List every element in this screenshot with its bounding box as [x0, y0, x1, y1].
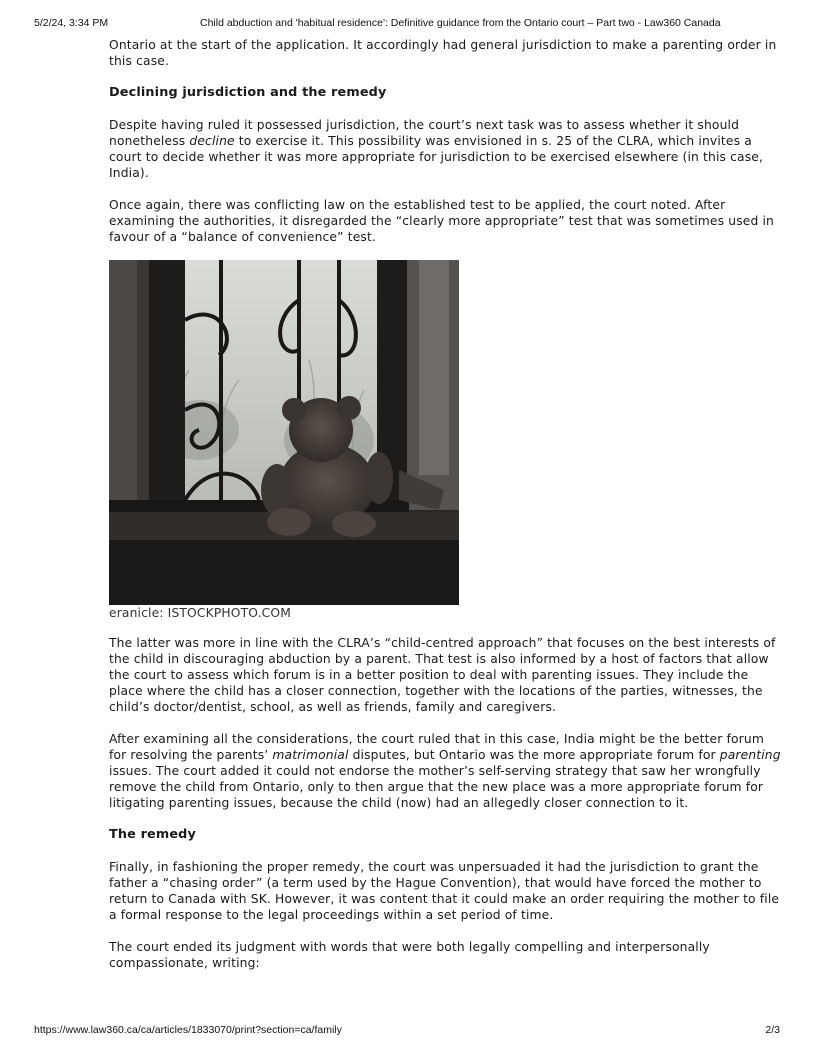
photo-caption: eranicle: ISTOCKPHOTO.COM	[109, 606, 292, 620]
paragraph: Ontario at the start of the application. It accordingly had general jurisdiction to make a parenting order in this case.	[109, 38, 777, 68]
paragraph: The latter was more in line with the CLRA’s “child-centred approach” that focuses on the best interests of the child in discouraging abduction by a parent. That test is also informed by a host of factors that allow the court to assess which forum is in a better position to deal with parenting issues. They include the place where the child has a closer connection, together with the locations of the parties, witnesses, the child’s doctor/dentist, school, as well as friends, family and caregivers.	[109, 636, 776, 714]
paragraph: Finally, in fashioning the proper remedy, the court was unpersuaded it had the jurisdiction to grant the father a “chasing order” (a term used by the Hague Convention), that would have forced the mother to return to Canada with SK. However, it was content that it could make an order requiring the mother to file a formal response to the legal proceedings within a set period of time.	[109, 860, 780, 922]
print-page-title: Child abduction and 'habitual residence': Definitive guidance from the Ontario court – Part two - Law360 Canada	[200, 17, 721, 29]
paragraph: Despite having ruled it possessed jurisdiction, the court’s next task was to assess whether it should nonetheless decline to exercise it. This possibility was envisioned in s. 25 of the CLRA, which invites a court to decide whether it was more appropriate for jurisdiction to be exercised elsewhere (in this case, India).	[109, 118, 764, 180]
print-url: https://www.law360.ca/ca/articles/1833070/print?section=ca/family	[34, 1024, 342, 1036]
print-header	[34, 17, 782, 33]
article-photo	[109, 260, 459, 605]
article-body	[109, 37, 781, 971]
print-footer	[34, 1024, 782, 1040]
paragraph: After examining all the considerations, the court ruled that in this case, India might be the better forum for resolving the parents’ matrimonial disputes, but Ontario was the more appropriate forum for parenting issues. The court added it could not endorse the mother’s self-serving strategy that saw her wrongfully remove the child from Ontario, only to then argue that the new place was a more appropriate forum for litigating parenting issues, because the child (now) had an allegedly closer connection to it.	[109, 732, 781, 810]
print-date: 5/2/24, 3:34 PM	[34, 17, 109, 29]
section-heading: Declining jurisdiction and the remedy	[109, 85, 387, 100]
page-number: 2/3	[765, 1024, 780, 1036]
paragraph: Once again, there was conflicting law on the established test to be applied, the court noted. After examining the authorities, it disregarded the “clearly more appropriate” test that was sometimes used in favour of a “balance of convenience” test.	[109, 198, 774, 244]
paragraph: The court ended its judgment with words that were both legally compelling and interpersonally compassionate, writing:	[109, 940, 710, 970]
section-heading: The remedy	[109, 827, 196, 842]
